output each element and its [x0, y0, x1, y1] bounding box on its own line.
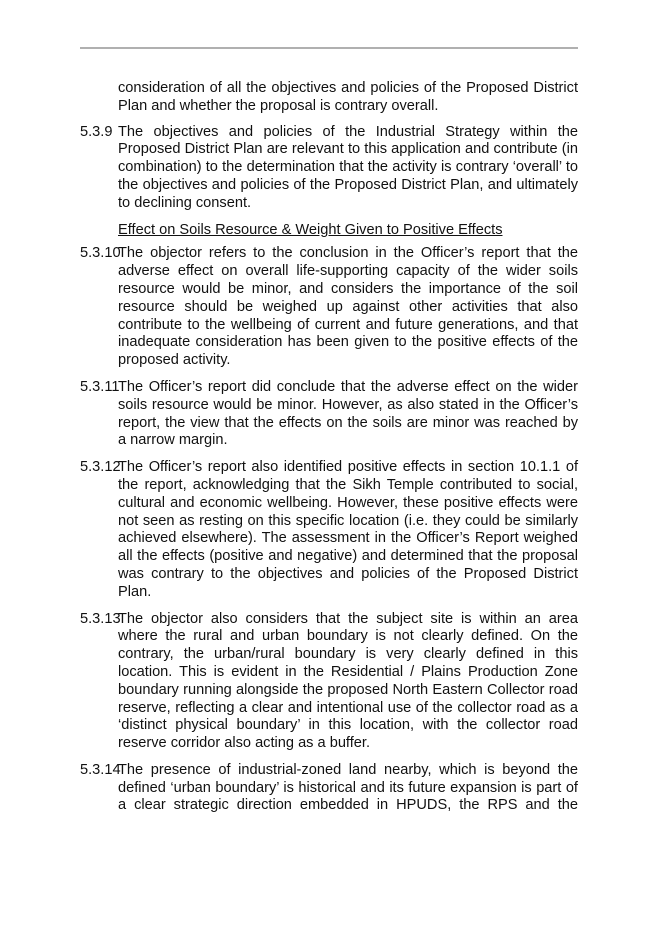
section-5-3-11	[80, 379, 578, 450]
section-5-3-10	[80, 245, 578, 370]
section-text: The Officer’s report did conclude that the adverse effect on the wider soils resource would be minor. However, as also stated in the Officer’s report, the view that the effects on the soils are minor was reached by a narrow margin.	[118, 378, 578, 449]
section-number: 5.3.13	[80, 610, 121, 627]
section-text: The objector refers to the conclusion in the Officer’s report that the adverse effect on overall life-supporting capacity of the wider soils resource would be minor, and considers the importance of the soil resource should be weighed up against other activities that also contribute to the wellbeing of current and future generations, and that inadequate consideration has been given to the positive effects of the proposed activity.	[118, 245, 578, 369]
section-text: The presence of industrial-zoned land nearby, which is beyond the defined ‘urban boundary’ is historical and its future expansion is part of a clear strategic direction embedded in HPUDS, the RPS and the	[118, 761, 578, 814]
section-5-3-14	[80, 762, 578, 815]
section-text: The Officer’s report also identified positive effects in section 10.1.1 of the report, acknowledging that the Sikh Temple contributed to social, cultural and economic wellbeing. However, these positive effects were not seen as resting on this specific location (i.e. they could be similarly achieved elsewhere). The assessment in the Officer’s Report weighed all the effects (positive and negative) and determined that the proposal was contrary to the objectives and policies of the Proposed District Plan.	[118, 459, 578, 600]
document-body	[80, 80, 578, 824]
section-5-3-12	[80, 459, 578, 601]
section-5-3-9	[80, 124, 578, 213]
subheading-text: Effect on Soils Resource & Weight Given to Positive Effects	[118, 221, 503, 238]
subheading	[80, 222, 578, 240]
section-text: The objectives and policies of the Industrial Strategy within the Proposed District Plan are relevant to this application and contribute (in combination) to the determination that the activity is contrary ‘overall’ to the objectives and policies of the Proposed District Plan, and ultimately to declining consent.	[118, 123, 578, 211]
section-number: 5.3.11	[80, 378, 120, 395]
continued-paragraph: consideration of all the objectives and policies of the Proposed District Plan and whether the proposal is contrary overall.	[118, 80, 578, 114]
section-number: 5.3.10	[80, 245, 121, 262]
section-number: 5.3.9	[80, 123, 113, 140]
section-text: The objector also considers that the subject site is within an area where the rural and urban boundary is not clearly defined. On the contrary, the urban/rural boundary is very clearly defined in this location. This is evident in the Residential / Plains Production Zone boundary running alongside the proposed North Eastern Collector road reserve, reflecting a clear and intentional use of the collector road as a ‘distinct physical boundary’ in this location, with the collector road reserve corridor also acting as a buffer.	[118, 610, 578, 752]
header-rule	[80, 47, 578, 49]
section-number: 5.3.12	[80, 459, 121, 476]
section-5-3-13	[80, 611, 578, 753]
section-number: 5.3.14	[80, 761, 121, 778]
